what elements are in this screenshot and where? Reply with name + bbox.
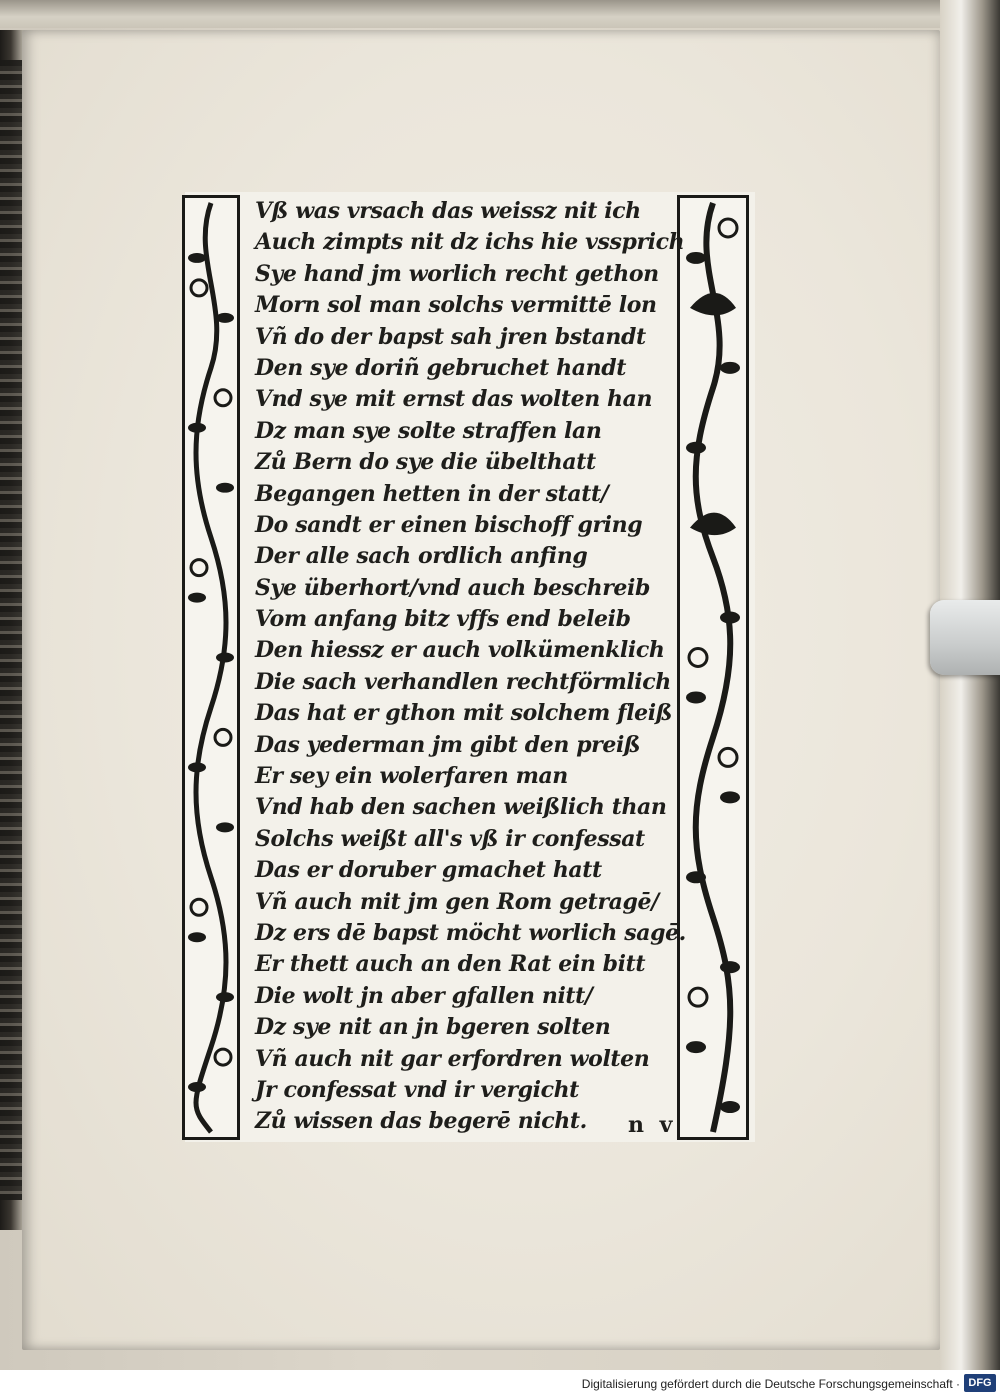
text-line: Er sey ein wolerfaren man <box>255 763 568 790</box>
footer-bar <box>0 1370 1000 1398</box>
text-line: Vnd hab den sachen weißlich than <box>255 794 667 821</box>
text-line: Er thett auch an den Rat ein bitt <box>255 951 646 978</box>
text-line: Morn sol man solchs vermittē lon <box>255 292 657 319</box>
text-line: Der alle sach ordlich anfing <box>255 543 588 570</box>
text-line: Das yederman jm gibt den preiß <box>255 731 641 758</box>
text-line: Das er doruber gmachet hatt <box>255 857 602 884</box>
dfg-logo-icon: DFG <box>964 1374 996 1392</box>
text-line: Solchs weißt all's vß ir confessat <box>255 825 645 852</box>
text-line: Vñ do der bapst sah jren bstandt <box>255 323 646 350</box>
left-page-edge <box>0 60 22 1200</box>
text-line: Do sandt er einen bischoff gring <box>255 511 643 538</box>
text-line: Den sye doriñ gebruchet handt <box>255 354 626 381</box>
text-line: Vnd sye mit ernst das wolten han <box>255 386 653 413</box>
poem-text <box>255 196 685 1138</box>
board-top-edge <box>0 0 1000 28</box>
text-line: Jr confessat vnd ir vergicht <box>255 1076 579 1103</box>
text-line: Sye überhort/vnd auch beschreib <box>255 574 650 601</box>
text-line: Vñ auch mit jm gen Rom getragē/ <box>255 888 659 915</box>
text-line: Den hiessz er auch volkümenklich <box>255 637 665 664</box>
text-line: Auch zimpts nit dz ichs hie vssprich <box>255 229 685 256</box>
text-line: Das hat er gthon mit solchem fleiß <box>255 700 673 727</box>
text-line: Die wolt jn aber gfallen nitt/ <box>255 982 593 1009</box>
text-line: Dz sye nit an jn bgeren solten <box>255 1014 611 1041</box>
vine-ornament-icon <box>185 198 237 1137</box>
footer-credit: Digitalisierung gefördert durch die Deutsche Forschungsgemeinschaft · <box>581 1377 960 1391</box>
text-line: Die sach verhandlen rechtförmlich <box>255 668 671 695</box>
text-line: Vom anfang bitz vffs end beleib <box>255 606 631 633</box>
signature-mark: n v <box>628 1112 677 1138</box>
bird-vine-ornament-icon <box>680 198 746 1137</box>
board-right-edge <box>940 0 1000 1370</box>
text-line: Sye hand jm worlich recht gethon <box>255 260 659 287</box>
text-line: Dz ers dē bapst möcht worlich sagē. <box>255 919 686 946</box>
text-line: Zů wissen das begerē nicht. <box>255 1108 587 1135</box>
text-line: Dz man sye solte straffen lan <box>255 417 602 444</box>
text-line: Vñ auch nit gar erfordren wolten <box>255 1045 650 1072</box>
ornamental-border-right <box>677 195 749 1140</box>
text-line: Begangen hetten in der statt/ <box>255 480 609 507</box>
ornamental-border-left <box>182 195 240 1140</box>
text-line: Vß was vrsach das weissz nit ich <box>255 198 641 224</box>
page-clip <box>930 600 1000 675</box>
text-line: Zů Bern do sye die übelthatt <box>255 449 596 476</box>
